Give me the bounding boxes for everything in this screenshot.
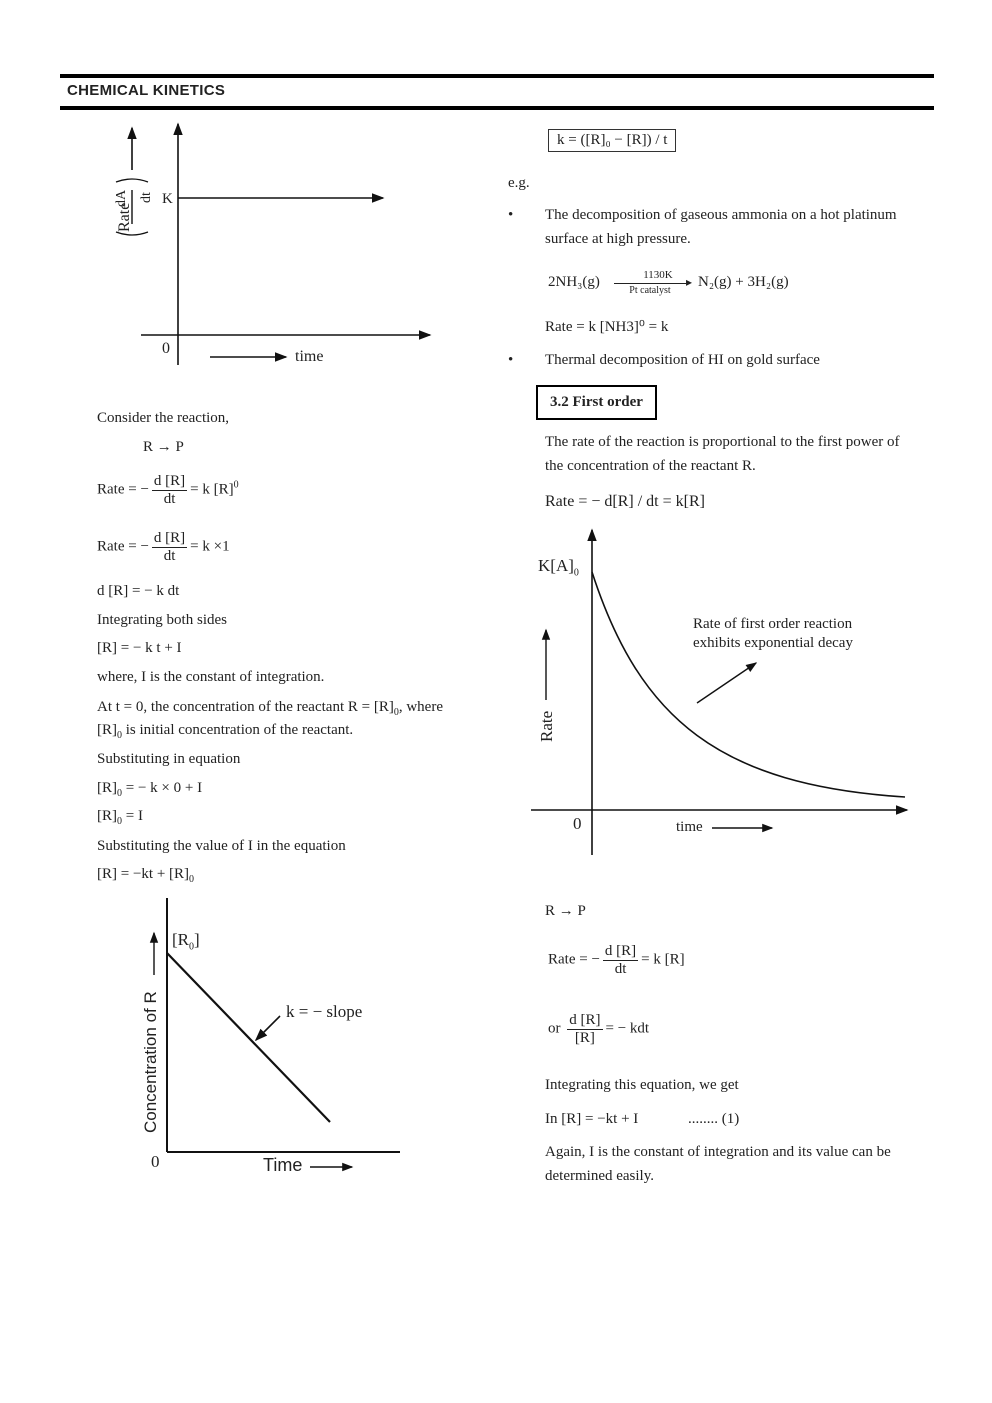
t: At t = 0, the concentration of the reactant R = [R] [97,699,394,715]
sub: 0 [117,816,122,827]
line-4: where, I is the constant of integration. [97,669,325,685]
rate-first-order: Rate = − d[R] / dt = k[R] [545,493,705,510]
graph1-x-label: time [295,348,324,365]
sub: 0 [117,788,122,799]
line-1: d [R] = − k dt [97,583,180,599]
line-10: Substituting the value of I in the equation [97,838,346,854]
sub: 0 [393,707,399,718]
eq-condition-bottom: Pt catalyst [614,283,686,296]
para-1: The rate of the reaction is proportional to the first power of [545,434,900,450]
eq-den: dt [614,960,627,977]
sub: 0 [189,941,194,953]
eq-text: = k [R] [641,951,685,968]
t: is initial concentration of the reactant. [122,722,354,738]
eq-text: = k [R] [190,481,234,498]
sub: 0 [573,567,579,579]
graph2-y-label: Rate [537,710,556,742]
line-3: [R] = − k t + I [97,640,182,656]
ammonia-eq-right: N₂(g) + 3H₂(g) [698,274,789,290]
integrating-text: Integrating this equation, we get [545,1077,739,1093]
rate-eq-2 [97,530,230,564]
bullet1-text: The decomposition of gaseous ammonia on a hot platinum [545,207,897,223]
eq-text: = k ×1 [190,538,230,555]
line-2: Integrating both sides [97,612,227,628]
t: [R] [97,808,117,824]
or-eq [548,1012,649,1046]
rate-eq-3 [548,943,685,977]
eq-den: dt [163,490,176,507]
reaction-text: R → P [143,439,184,455]
bullet-icon: • [508,352,514,368]
line-11 [97,866,194,885]
header-title: CHEMICAL KINETICS [67,82,226,99]
graph3-r0-label [172,931,200,952]
line-5 [97,699,443,718]
t: [R [172,930,189,949]
graph1-k-label: K [162,191,173,207]
graph1-y-frac-num: dA [114,189,129,207]
t: = I [122,808,143,824]
graph3-slope-label: k = − slope [286,1002,363,1021]
eq-text: or [548,1020,561,1037]
sub: 0 [117,730,122,741]
sub: 0 [189,874,195,885]
rate-nh3: Rate = k [NH3]⁰ = k [545,319,669,335]
line-6 [97,722,353,741]
graph2-y-top [538,557,579,578]
graph3-y-label: Concentration of R [141,991,160,1133]
again-text-1: Again, I is the constant of integration and its value can be [545,1144,891,1160]
eg-label: e.g. [508,175,530,191]
bullet-icon: • [508,207,514,223]
k-formula-box: k = ([R]₀ − [R]) / t [548,129,676,152]
graph2-origin: 0 [573,814,582,833]
eq-sup: 0 [233,479,239,491]
t: K[A] [538,556,574,575]
graph2-annotation-2: exhibits exponential decay [693,635,853,651]
eq-num: d [R] [153,473,186,489]
again-text-2: determined easily. [545,1168,654,1184]
eq-text: Rate = − [548,951,600,968]
line-7: Substituting in equation [97,751,241,767]
t: , where [398,699,443,715]
bullet1-text-b: surface at high pressure. [545,231,691,247]
t: = − k × 0 + I [122,780,203,796]
eq-den: dt [163,547,176,564]
eq-num: d [R] [153,530,186,546]
consider-text: Consider the reaction, [97,410,230,426]
line-9 [97,808,143,827]
eq-num: d [R] [604,943,637,959]
graph2-annotation-1: Rate of first order reaction [693,616,853,632]
arrow-icon: ▸ [686,275,693,289]
ln-eq: In [R] = −kt + I [545,1111,639,1127]
section-heading: 3.2 First order [536,385,657,420]
reaction-text-2: R → P [545,903,586,919]
ln-eq-ref: ........ (1) [688,1111,740,1127]
graph1-y-label: Rate [116,202,133,232]
para-2: the concentration of the reactant R. [545,458,756,474]
t: [R] = −kt + [R] [97,866,190,882]
graph1-origin: 0 [162,340,170,357]
eq-den: [R] [574,1029,595,1046]
graph1-y-frac-den: dt [139,192,154,203]
bullet2-text: Thermal decomposition of HI on gold surface [545,352,820,368]
t: ] [194,930,200,949]
eq-text: = − kdt [605,1020,650,1037]
eq-text: Rate = − [97,538,149,555]
t: [R] [97,722,117,738]
eq-condition-top: 1130K [643,269,673,281]
graph2-x-label: time [676,819,703,835]
graph3-x-label: Time [263,1155,303,1175]
eq-text: Rate = − [97,481,149,498]
rate-eq-1 [97,473,239,507]
t: [R] [97,780,117,796]
ammonia-eq-left: 2NH₃(g) [548,274,600,290]
line-8 [97,780,202,799]
eq-num: d [R] [569,1012,601,1028]
graph3-origin: 0 [151,1152,160,1171]
